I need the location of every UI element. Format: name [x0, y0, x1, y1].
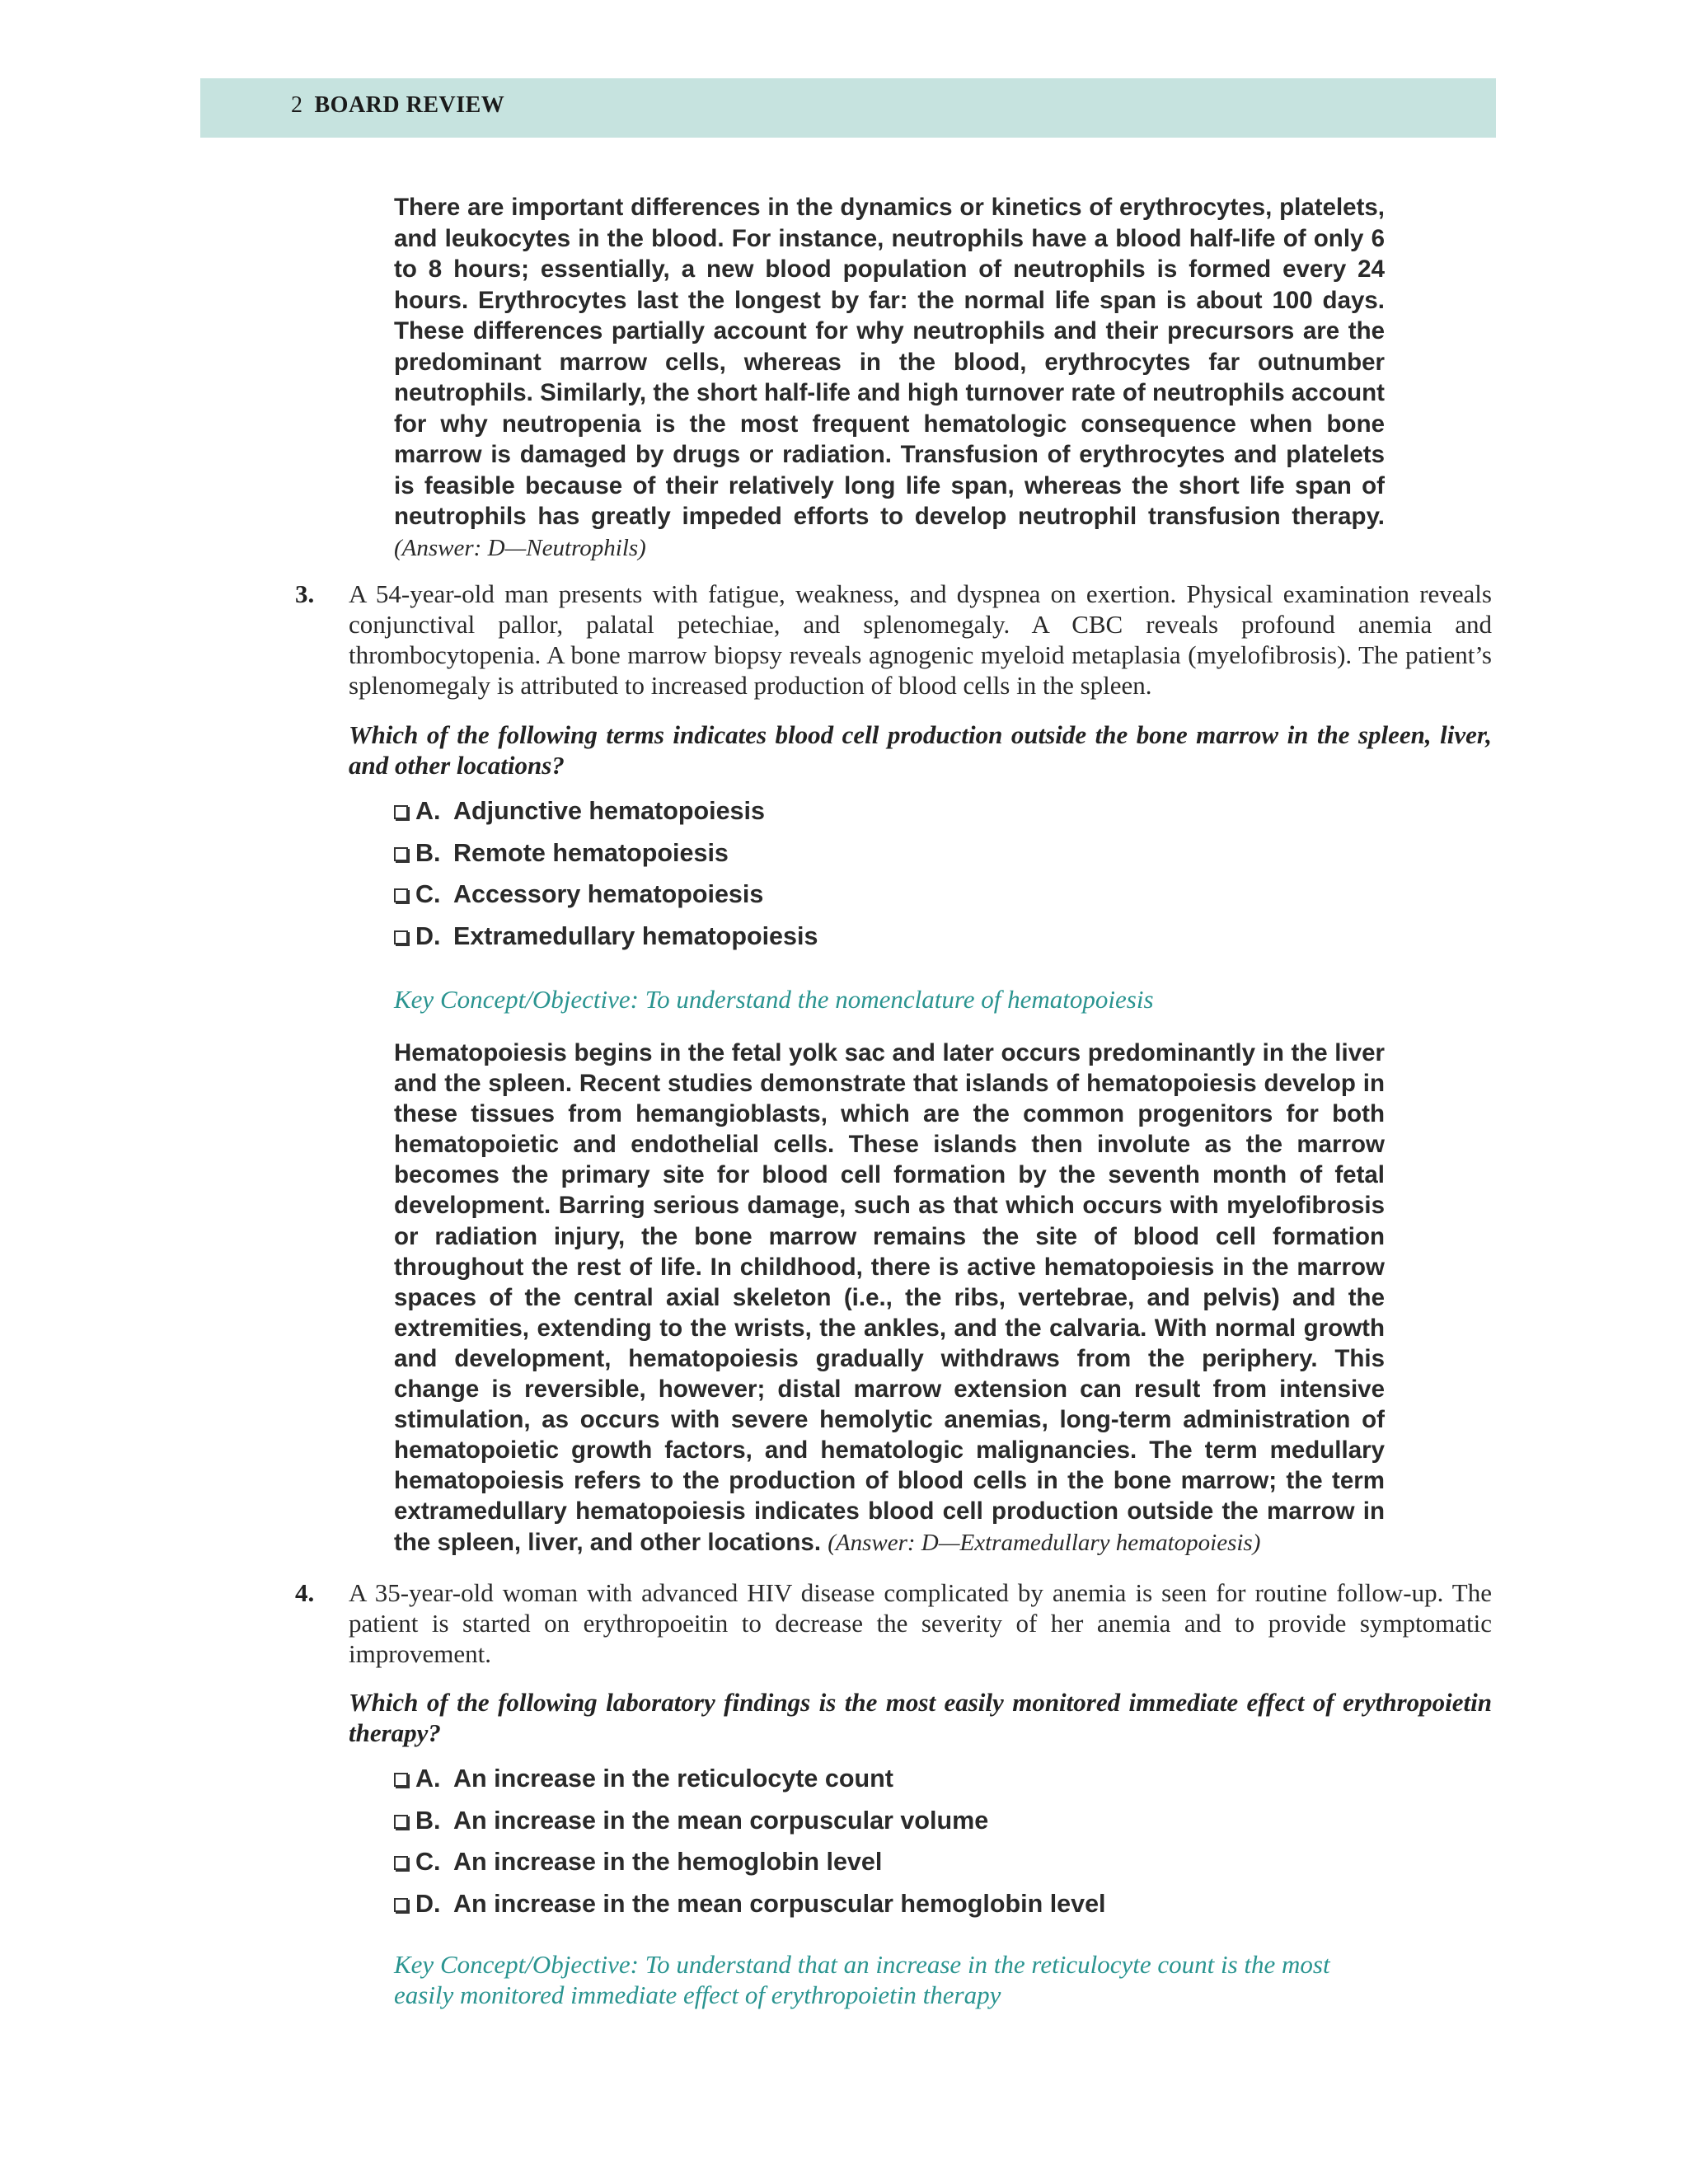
page-number: 2: [291, 92, 303, 118]
key-concept-q3: Key Concept/Objective: To understand the nomenclature of hematopoiesis: [394, 985, 1154, 1014]
checkbox-icon[interactable]: [394, 888, 408, 902]
explanation-q2: [394, 192, 1385, 564]
option-c[interactable]: C. An increase in the hemoglobin level: [394, 1847, 1106, 1889]
option-d[interactable]: D. Extramedullary hematopoiesis: [394, 921, 818, 963]
question-stem: A 35-year-old woman with advanced HIV disease complicated by anemia is seen for routine follow-up. The patient is started on erythropoeitin to decrease the severity of her anemia and to provide symptomatic improvement.: [349, 1578, 1492, 1668]
explanation-q3-answer: (Answer: D—Extramedullary hematopoiesis): [828, 1529, 1261, 1556]
option-a[interactable]: A. Adjunctive hematopoiesis: [394, 796, 818, 838]
running-title: BOARD REVIEW: [314, 92, 505, 118]
checkbox-icon[interactable]: [394, 930, 408, 944]
checkbox-icon[interactable]: [394, 1815, 408, 1829]
checkbox-icon[interactable]: [394, 805, 408, 819]
question-prompt: Which of the following terms indicates blood cell production outside the bone marrow in the spleen, liver, and other locations?: [349, 720, 1492, 780]
answer-options-q4: [394, 1764, 1106, 1930]
checkbox-icon[interactable]: [394, 847, 408, 861]
answer-options-q3: [394, 796, 818, 963]
checkbox-icon[interactable]: [394, 1898, 408, 1912]
option-d[interactable]: D. An increase in the mean corpuscular hemoglobin level: [394, 1889, 1106, 1931]
explanation-q3: [394, 1038, 1385, 1558]
explanation-q3-body: Hematopoiesis begins in the fetal yolk sac and later occurs predominantly in the liver and the spleen. Recent studies demonstrate that islands of hematopoiesis develop in these tissues from hemangioblasts, which are the common progenitors for both hematopoietic and endothelial cells. These islands then involute as the marrow becomes the primary site for blood cell formation by the seventh month of fetal development. Barring serious damage, such as that which occurs with myelofibrosis or radiation injury, the bone marrow remains the site of blood cell formation throughout the rest of life. In childhood, there is active hematopoiesis in the marrow spaces of the central axial skeleton (i.e., the ribs, vertebrae, and pelvis) and the extremities, extending to the wrists, the ankles, and the calvaria. With normal growth and development, hematopoiesis gradually withdraws from the periphery. This change is reversible, however; distal marrow extension can result from intensive stimulation, as occurs with severe hemolytic anemias, long-term administration of hematopoietic growth factors, and hematologic malignancies. The term medullary hematopoiesis refers to the production of blood cells in the bone marrow; the term extramedullary hematopoiesis indicates blood cell production outside the marrow in the spleen, liver, and other locations.: [394, 1039, 1385, 1556]
question-prompt: Which of the following laboratory findings is the most easily monitored immediate effect of erythropoietin therapy?: [349, 1688, 1492, 1747]
option-a[interactable]: A. An increase in the reticulocyte count: [394, 1764, 1106, 1806]
question-stem: A 54-year-old man presents with fatigue, weakness, and dyspnea on exertion. Physical examination reveals conjunctival pallor, palatal petechiae, and splenomegaly. A CBC reveals profound anemia and thrombocytopenia. A bone marrow biopsy reveals agnogenic myeloid metaplasia (myelofibrosis). The patient’s splenomegaly is attributed to increased production of blood cells in the spleen.: [349, 579, 1492, 700]
question-number: 4.: [295, 1578, 315, 1607]
explanation-q2-answer: (Answer: D—Neutrophils): [394, 534, 646, 561]
option-b[interactable]: B. Remote hematopoiesis: [394, 838, 818, 880]
option-b[interactable]: B. An increase in the mean corpuscular volume: [394, 1806, 1106, 1848]
checkbox-icon[interactable]: [394, 1856, 408, 1870]
key-concept-q4: Key Concept/Objective: To understand that an increase in the reticulocyte count is the most easily monitored immediate effect of erythropoietin therapy: [394, 1950, 1330, 2009]
explanation-q2-body: There are important differences in the dynamics or kinetics of erythrocytes, platelets, and leukocytes in the blood. For instance, neutrophils have a blood half-life of only 6 to 8 hours; essentially, a new blood population of neutrophils is formed every 24 hours. Erythrocytes last the longest by far: the normal life span is about 100 days. These differences partially account for why neutrophils and their precursors are the predominant marrow cells, whereas in the blood, erythrocytes far outnumber neutrophils. Similarly, the short half-life and high turnover rate of neutrophils account for why neutropenia is the most frequent hematologic consequence when bone marrow is damaged by drugs or radiation. Transfusion of erythrocytes and platelets is feasible because of their relatively long life span, whereas the short life span of neutrophils has greatly impeded efforts to develop neutrophil transfusion therapy.: [394, 194, 1385, 530]
question-number: 3.: [295, 579, 315, 608]
page-header: [291, 92, 504, 119]
checkbox-icon[interactable]: [394, 1773, 408, 1787]
option-c[interactable]: C. Accessory hematopoiesis: [394, 879, 818, 921]
